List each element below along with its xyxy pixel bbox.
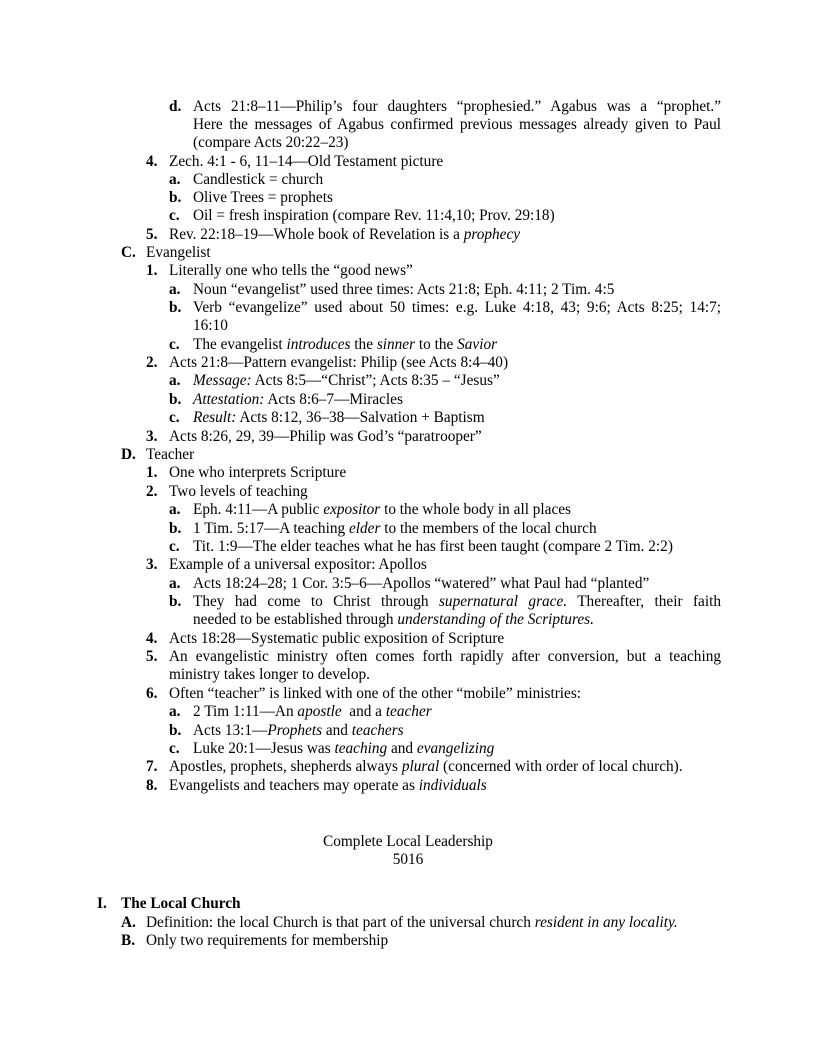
- item-emphasis: Savior: [457, 336, 498, 353]
- item-marker: B.: [121, 932, 136, 949]
- section-title: Teacher: [146, 446, 195, 463]
- item-text: Tit. 1:9—The elder teaches what he has first been taught (compare 2 Tim. 2:2): [193, 538, 673, 555]
- item-marker: a.: [169, 575, 181, 592]
- item-text: Noun “evangelist” used three times: Acts 21:8; Eph. 4:11; 2 Tim. 4:5: [193, 281, 615, 298]
- item-marker: 6.: [146, 685, 158, 702]
- item-emphasis: elder: [348, 520, 381, 537]
- outline-item-4b: [0, 189, 816, 207]
- outline-item-d-cont: [0, 116, 816, 134]
- item-emphasis: teachers: [351, 722, 404, 739]
- item-text: Acts 8:26, 29, 39—Philip was God’s “paratrooper”: [169, 428, 482, 445]
- item-text: Literally one who tells the “good news”: [169, 262, 413, 279]
- outline-item-5: [0, 226, 816, 244]
- item-text: Two levels of teaching: [169, 483, 308, 500]
- item-text: Zech. 4:1 - 6, 11–14—Old Testament picture: [169, 153, 444, 170]
- item-marker: b.: [169, 593, 182, 610]
- item-text: Acts 21:8—Pattern evangelist: Philip (see Acts 8:4–40): [169, 354, 509, 371]
- item-text: Olive Trees = prophets: [193, 189, 333, 206]
- item-marker: 4.: [146, 153, 158, 170]
- outline-section-c: [0, 244, 816, 262]
- item-marker: c.: [169, 409, 180, 426]
- item-emphasis: Result:: [193, 409, 237, 426]
- item-text: Acts 8:12, 36–38—Salvation + Baptism: [236, 409, 485, 426]
- item-marker: 2.: [146, 354, 158, 371]
- outline-item-d5-cont: [0, 666, 816, 684]
- item-text: to the members of the local church: [380, 520, 597, 537]
- item-text: Definition: the local Church is that part of the universal church: [146, 914, 535, 931]
- item-emphasis: Message:: [193, 372, 252, 389]
- outline-item-d2b: [0, 520, 816, 538]
- outline-item-d2: [0, 483, 816, 501]
- item-emphasis: expositor: [323, 501, 381, 518]
- outline-item-c1b-cont: [0, 317, 816, 335]
- outline-item-ib: [0, 932, 816, 950]
- item-text: Example of a universal expositor: Apollos: [169, 556, 427, 573]
- item-marker: 8.: [146, 777, 158, 794]
- item-marker: 5.: [146, 648, 158, 665]
- item-marker: 3.: [146, 428, 158, 445]
- outline-item-d6: [0, 685, 816, 703]
- item-text: The evangelist: [193, 336, 287, 353]
- item-text: Rev. 22:18–19—Whole book of Revelation is a: [169, 226, 464, 243]
- item-text: 2 Tim 1:11—An: [193, 703, 298, 720]
- item-text: Luke 20:1—Jesus was: [193, 740, 335, 757]
- item-emphasis: introduces: [286, 336, 351, 353]
- outline-item-c1a: [0, 281, 816, 299]
- item-text: Acts 8:5—“Christ”; Acts 8:35 – “Jesus”: [251, 372, 500, 389]
- item-emphasis: teacher: [385, 703, 432, 720]
- outline-section-i: [0, 895, 816, 913]
- item-marker: 4.: [146, 630, 158, 647]
- item-text: ministry takes longer to develop.: [169, 666, 370, 683]
- item-text: They had come to Christ through: [193, 593, 439, 610]
- item-text: and a: [341, 703, 386, 720]
- section-marker: C.: [121, 244, 136, 261]
- item-marker: A.: [121, 914, 136, 931]
- item-text: 16:10: [193, 317, 228, 334]
- outline-item-4c: [0, 207, 816, 225]
- outline-item-d3: [0, 556, 816, 574]
- section-marker: D.: [121, 446, 136, 463]
- item-marker: a.: [169, 501, 181, 518]
- outline-item-c2c: [0, 409, 816, 427]
- item-text: Acts 13:1—: [193, 722, 268, 739]
- outline-item-d3b: [0, 593, 816, 611]
- item-emphasis: understanding of the Scriptures.: [397, 611, 594, 628]
- item-text: One who interprets Scripture: [169, 464, 347, 481]
- outline-item-c1: [0, 262, 816, 280]
- item-emphasis: plural: [401, 758, 440, 775]
- item-marker: c.: [169, 740, 180, 757]
- item-marker: 1.: [146, 464, 158, 481]
- outline-item-d5: [0, 648, 816, 666]
- item-emphasis: Attestation:: [193, 391, 265, 408]
- outline-item-d1: [0, 464, 816, 482]
- item-text: Thereafter, their faith: [567, 593, 721, 610]
- outline-section-d: [0, 446, 816, 464]
- item-text: needed to be established through: [193, 611, 398, 628]
- outline-item-4a: [0, 171, 816, 189]
- item-marker: b.: [169, 391, 182, 408]
- outline-item-ia: [0, 914, 816, 932]
- item-text: Oil = fresh inspiration (compare Rev. 11:4,10; Prov. 29:18): [193, 207, 555, 224]
- item-text: Candlestick = church: [193, 171, 324, 188]
- item-marker: b.: [169, 520, 182, 537]
- item-text: to the: [415, 336, 458, 353]
- item-text: Acts 8:6–7—Miracles: [264, 391, 403, 408]
- outline-item-d: [0, 98, 816, 116]
- item-emphasis: sinner: [376, 336, 416, 353]
- item-text: and: [322, 722, 352, 739]
- item-text: the: [350, 336, 377, 353]
- item-text: Acts 21:8–11—Philip’s four daughters “prophesied.” Agabus was a “prophet.”: [193, 98, 721, 115]
- document-code: 5016: [392, 851, 424, 868]
- item-marker: a.: [169, 281, 181, 298]
- section-title: The Local Church: [121, 895, 241, 912]
- item-marker: c.: [169, 538, 180, 555]
- outline-item-d6c: [0, 740, 816, 758]
- item-marker: 1.: [146, 262, 158, 279]
- item-emphasis: evangelizing: [416, 740, 495, 757]
- item-marker: 5.: [146, 226, 158, 243]
- item-text: Verb “evangelize” used about 50 times: e.g. Luke 4:18, 43; 9:6; Acts 8:25; 14:7;: [193, 299, 721, 316]
- item-emphasis: Prophets: [267, 722, 323, 739]
- outline-item-d6b: [0, 722, 816, 740]
- outline-item-d4: [0, 630, 816, 648]
- outline-item-4: [0, 153, 816, 171]
- item-emphasis: prophecy: [463, 226, 521, 243]
- section-title: Evangelist: [146, 244, 211, 261]
- item-marker: 7.: [146, 758, 158, 775]
- item-text: Only two requirements for membership: [146, 932, 389, 949]
- item-text: Eph. 4:11—A public: [193, 501, 324, 518]
- item-text: to the whole body in all places: [380, 501, 571, 518]
- outline-item-d2c: [0, 538, 816, 556]
- outline-item-d3a: [0, 575, 816, 593]
- outline-item-c2a: [0, 372, 816, 390]
- outline-item-d-cont: [0, 134, 816, 152]
- item-text: 1 Tim. 5:17—A teaching: [193, 520, 349, 537]
- item-marker: c.: [169, 207, 180, 224]
- item-emphasis: teaching: [334, 740, 388, 757]
- outline-item-d3b-cont: [0, 611, 816, 629]
- item-marker: a.: [169, 703, 181, 720]
- document-title: Complete Local Leadership: [323, 833, 493, 850]
- item-marker: d.: [169, 98, 182, 115]
- item-text: and: [387, 740, 417, 757]
- item-marker: 3.: [146, 556, 158, 573]
- item-text: Apostles, prophets, shepherds always: [169, 758, 402, 775]
- item-emphasis: resident in any locality.: [534, 914, 678, 931]
- outline-item-d6a: [0, 703, 816, 721]
- outline-item-c3: [0, 428, 816, 446]
- outline-item-d2a: [0, 501, 816, 519]
- item-text: Evangelists and teachers may operate as: [169, 777, 419, 794]
- item-text: (concerned with order of local church).: [439, 758, 683, 775]
- item-emphasis: individuals: [418, 777, 487, 794]
- outline-item-c2: [0, 354, 816, 372]
- item-text: Acts 18:24–28; 1 Cor. 3:5–6—Apollos “watered” what Paul had “planted”: [193, 575, 650, 592]
- item-text: Often “teacher” is linked with one of the other “mobile” ministries:: [169, 685, 582, 702]
- outline-item-c1c: [0, 336, 816, 354]
- outline-item-d8: [0, 777, 816, 795]
- item-marker: c.: [169, 336, 180, 353]
- item-marker: b.: [169, 189, 182, 206]
- outline-item-c2b: [0, 391, 816, 409]
- item-emphasis: apostle: [297, 703, 342, 720]
- item-text: (compare Acts 20:22–23): [193, 134, 349, 151]
- item-emphasis: supernatural grace.: [438, 593, 568, 610]
- item-marker: a.: [169, 372, 181, 389]
- item-marker: 2.: [146, 483, 158, 500]
- item-marker: b.: [169, 722, 182, 739]
- item-text: Here the messages of Agabus confirmed previous messages already given to Paul: [193, 116, 721, 133]
- outline-item-d7: [0, 758, 816, 776]
- item-text: Acts 18:28—Systematic public exposition of Scripture: [169, 630, 505, 647]
- item-marker: b.: [169, 299, 182, 316]
- item-text: An evangelistic ministry often comes forth rapidly after conversion, but a teaching: [169, 648, 721, 665]
- outline-item-c1b: [0, 299, 816, 317]
- section-marker: I.: [97, 895, 107, 912]
- item-marker: a.: [169, 171, 181, 188]
